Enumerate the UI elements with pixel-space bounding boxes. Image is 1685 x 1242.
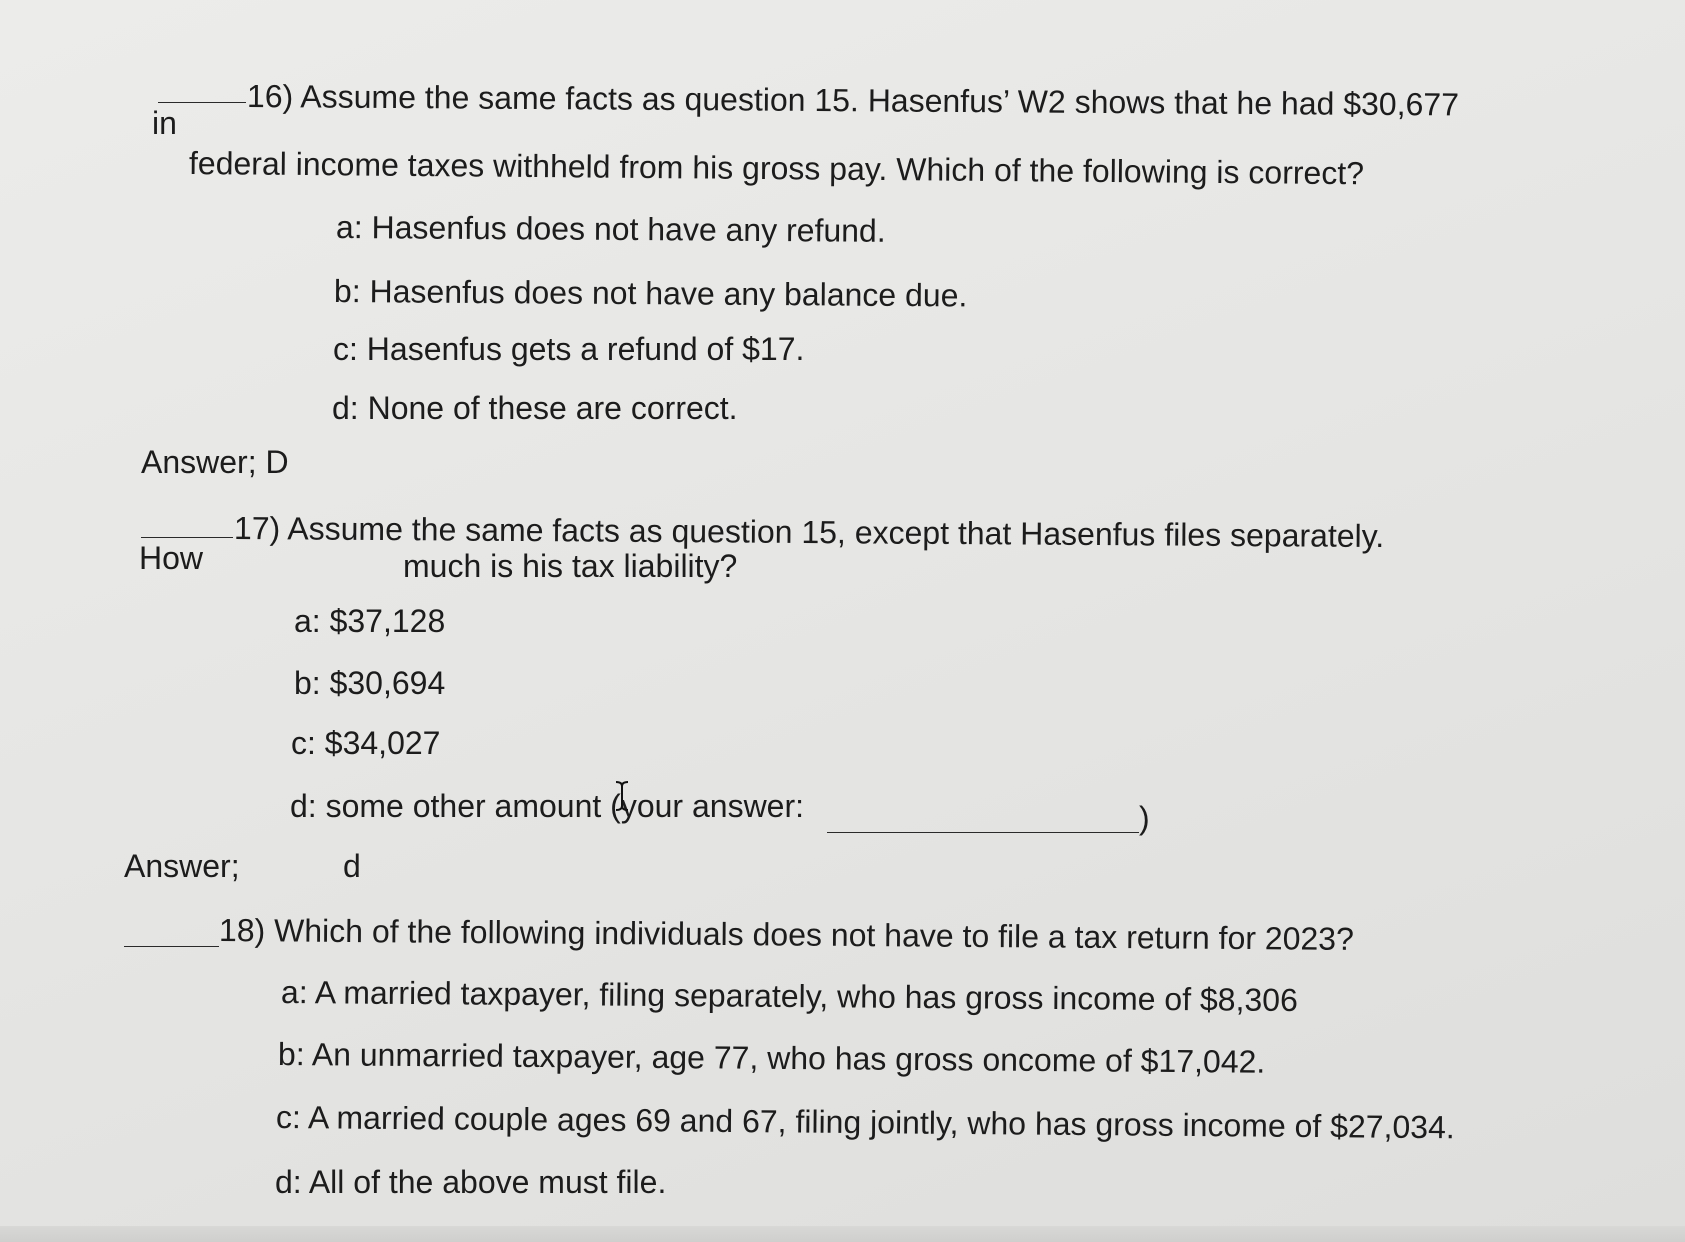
q18-option-b: b: An unmarried taxpayer, age 77, who has gross oncome of $17,042. [277, 1036, 1266, 1080]
q17-answer-value: d [343, 848, 361, 884]
q16-option-d: d: None of these are correct. [332, 390, 738, 426]
q16-option-b: b: Hasenfus does not have any balance due. [333, 273, 968, 314]
q16-answer: Answer; D [141, 444, 289, 480]
q17-answer-label: Answer; [124, 848, 240, 884]
page-bottom-edge [0, 1226, 1685, 1242]
text-cursor-icon [613, 780, 631, 812]
q17-option-d: d: some other amount (your answer: [290, 788, 805, 824]
q18-option-c: c: A married couple ages 69 and 67, filing jointly, who has gross income of $27,034. [275, 1099, 1455, 1146]
q17-question-line1: 17) Assume the same facts as question 15, except that Hasenfus files separately. [233, 510, 1385, 555]
q18-option-d: d: All of the above must file. [275, 1164, 667, 1200]
q17-answer-blank [141, 537, 233, 538]
q17-option-d-answer-line [827, 832, 1139, 833]
q16-blank-word: in [152, 105, 177, 141]
q18-option-a: a: A married taxpayer, filing separately, who has gross income of $8,306 [280, 974, 1298, 1018]
q16-question-line2: federal income taxes withheld from his gross pay. Which of the following is correct? [188, 145, 1365, 192]
q18-answer-blank [124, 946, 219, 947]
q17-option-c: c: $34,027 [291, 725, 441, 761]
q17-option-a: a: $37,128 [294, 603, 446, 639]
q17-option-b: b: $30,694 [294, 665, 446, 701]
q18-question-line1: 18) Which of the following individuals does not have to file a tax return for 2023? [218, 912, 1354, 957]
q17-option-d-close-paren: ) [1139, 800, 1150, 836]
q16-option-c: c: Hasenfus gets a refund of $17. [333, 331, 805, 367]
q16-answer-blank [158, 102, 246, 103]
q17-blank-word: How [139, 540, 204, 576]
q16-option-a: a: Hasenfus does not have any refund. [335, 209, 886, 249]
q17-question-line2: much is his tax liability? [403, 548, 738, 584]
q16-question-line1: 16) Assume the same facts as question 15. Hasenfus’ W2 shows that he had $30,677 [246, 78, 1460, 123]
